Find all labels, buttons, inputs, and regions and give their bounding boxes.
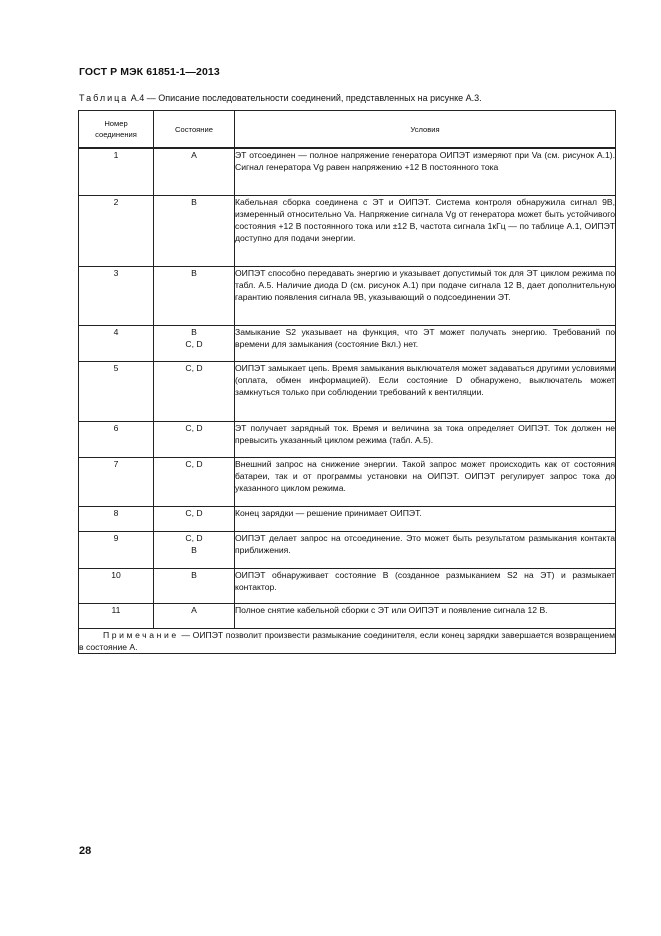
connection-state: B [154, 266, 235, 325]
table-row [79, 506, 616, 531]
table-row [79, 266, 616, 325]
connection-state: C, D [154, 421, 235, 457]
connection-condition: Кабельная сборка соединена с ЭТ и ОИПЭТ. Система контроля обнаружила сигнал 9В, измеренный относительно Va. Напряжение сигнала Vg от генератора может быть устойчивого состояния +12 В постоянного тока или ±12 В, частота сигнала 1кГц — по таблице А.1, ОИПЭТ доступно для подачи энергии. [235, 195, 616, 266]
table-note [79, 628, 616, 653]
column-header-conditions: Условия [235, 111, 616, 149]
connection-number: 10 [79, 568, 154, 603]
connection-number: 4 [79, 325, 154, 361]
connection-sequence-table [78, 110, 616, 654]
connection-condition: Конец зарядки — решение принимает ОИПЭТ. [235, 506, 616, 531]
connection-condition: ОИПЭТ обнаруживает состояние B (созданное размыканием S2 на ЭТ) и размыкает контактор. [235, 568, 616, 603]
connection-condition: ЭТ получает зарядный ток. Время и величина за тока определяет ОИПЭТ. Ток должен не превысить указанный циклом режима (табл. А.5). [235, 421, 616, 457]
page-number: 28 [79, 845, 92, 857]
column-header-number: Номер соединения [79, 111, 154, 149]
connection-number: 9 [79, 531, 154, 568]
table-row [79, 568, 616, 603]
table-row [79, 421, 616, 457]
note-label: Примечание [103, 629, 179, 640]
connection-condition: ОИПЭТ способно передавать энергию и указывает допустимый ток для ЭТ циклом режима по табл. А.5. Наличие диода D (см. рисунок А.1) при подаче сигнала 12 В, дает дополнительную гарантию появления сигнала 9В, указывающий о подсоединении ЭТ. [235, 266, 616, 325]
connection-number: 8 [79, 506, 154, 531]
connection-state: B [154, 568, 235, 603]
table-row [79, 325, 616, 361]
table-header-row [79, 111, 616, 149]
connection-number: 7 [79, 457, 154, 506]
table-row [79, 361, 616, 421]
table-caption [79, 93, 482, 103]
connection-state: A [154, 603, 235, 628]
note-text: — ОИПЭТ позволит произвести размыкание соединителя, если конец зарядки завершается возвращением в состояние А. [79, 629, 615, 652]
table-row [79, 148, 616, 195]
column-header-state: Состояние [154, 111, 235, 149]
table-row [79, 457, 616, 506]
document-header: ГОСТ Р МЭК 61851-1—2013 [79, 66, 220, 78]
connection-condition: ОИПЭТ замыкает цепь. Время замыкания выключателя может задаваться другими условиями (оплата, обмен информацией). Если состояние D обнаружено, выключатель может замкнуться только при соблюдении требований к вентиляции. [235, 361, 616, 421]
connection-condition: ЭТ отсоединен — полное напряжение генератора ОИПЭТ измеряют при Va (см. рисунок А.1). Сигнал генератора Vg равен напряжению +12 В постоянного тока [235, 148, 616, 195]
table-caption-label: Таблица [79, 93, 129, 103]
connection-number: 1 [79, 148, 154, 195]
table-row [79, 531, 616, 568]
connection-state: C, D [154, 361, 235, 421]
connection-number: 5 [79, 361, 154, 421]
connection-condition: Замыкание S2 указывает на функция, что ЭТ может получать энергию. Требований по времени для замыкания (состояние Вкл.) нет. [235, 325, 616, 361]
connection-number: 11 [79, 603, 154, 628]
table-row [79, 195, 616, 266]
connection-state: B C, D [154, 325, 235, 361]
connection-state: C, D [154, 457, 235, 506]
connection-state: A [154, 148, 235, 195]
connection-condition: Полное снятие кабельной сборки с ЭТ или ОИПЭТ и появление сигнала 12 В. [235, 603, 616, 628]
table-row [79, 603, 616, 628]
connection-number: 6 [79, 421, 154, 457]
connection-number: 3 [79, 266, 154, 325]
connection-number: 2 [79, 195, 154, 266]
connection-condition: Внешний запрос на снижение энергии. Такой запрос может происходить как от состояния батареи, так и от программы установки на ОИПЭТ. ОИПЭТ регулирует запрос тока до указанного циклом режима. [235, 457, 616, 506]
connection-state: C, D [154, 506, 235, 531]
connection-state: B [154, 195, 235, 266]
connection-condition: ОИПЭТ делает запрос на отсоединение. Это может быть результатом размыкания контакта приближения. [235, 531, 616, 568]
table-body [79, 148, 616, 628]
connection-state: C, D B [154, 531, 235, 568]
table-note-row [79, 628, 616, 653]
table-caption-text: А.4 — Описание последовательности соединений, представленных на рисунке А.3. [128, 93, 482, 103]
